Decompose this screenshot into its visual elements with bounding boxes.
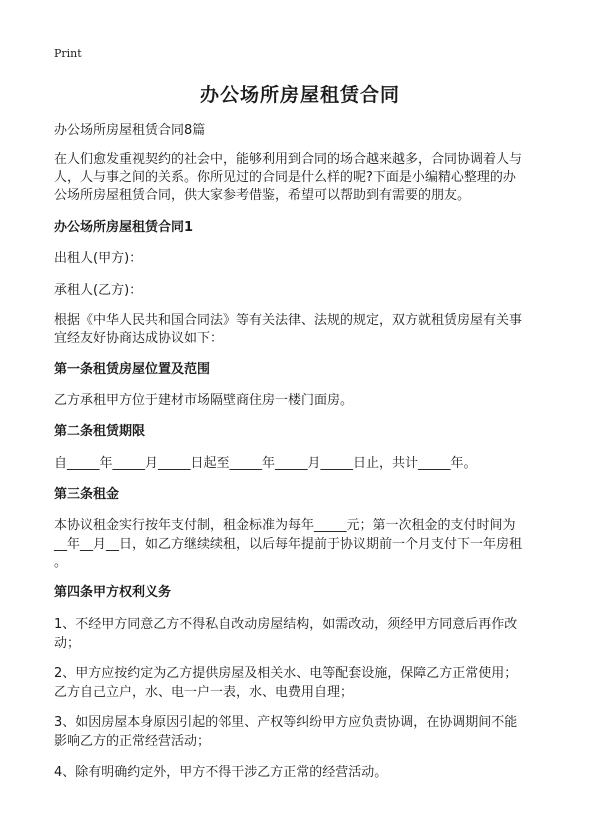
basis-line-1: 根据《中华人民共和国合同法》等有关法律、法规的规定，双方就租赁房屋有关事 [54, 313, 523, 328]
article-1-body: 乙方承租甲方位于建材市场隔壁商住房一楼门面房。 [54, 393, 354, 408]
intro-line-2: 人，人与事之间的关系。你所见过的合同是什么样的呢?下面是小编精心整理的办 [54, 170, 516, 185]
article-4-item-2-line-1: 2、甲方应按约定为乙方提供房屋及相关水、电等配套设施，保障乙方正常使用； [54, 666, 518, 681]
article-1-title: 第一条租赁房屋位置及范围 [54, 362, 211, 377]
article-4-item-1-line-2: 动； [54, 636, 81, 651]
article-3-line-2: __年__月__日，如乙方继续续租，以后每年提前于协议期前一个月支付下一年房租 [54, 537, 523, 552]
lessor-field: 出租人(甲方)： [54, 251, 143, 266]
page-title: 办公场所房屋租赁合同 [199, 84, 400, 106]
article-4-item-3-line-1: 3、如因房屋本身原因引起的邻里、产权等纠纷甲方应负责协调，在协调期间不能 [54, 715, 518, 730]
article-2-body: 自_____年_____月_____日起至_____年_____月_____日止，共计_____年。 [54, 456, 477, 471]
article-4-title: 第四条甲方权利义务 [54, 585, 172, 600]
print-link[interactable]: Print [54, 47, 82, 60]
article-3-line-1: 本协议租金实行按年支付制，租金标准为每年_____元；第一次租金的支付时间为 [54, 518, 516, 533]
article-3-title: 第三条租金 [54, 487, 120, 502]
article-4-item-2-line-2: 乙方自己立户，水、电一户一表，水、电费用自理； [54, 685, 354, 700]
article-4-item-1-line-1: 1、不经甲方同意乙方不得私自改动房屋结构，如需改动，须经甲方同意后再作改 [54, 617, 518, 632]
intro-line-3: 公场所房屋租赁合同，供大家参考借鉴，希望可以帮助到有需要的朋友。 [54, 188, 471, 203]
article-3-line-3: 。 [54, 555, 68, 570]
lessee-field: 承租人(乙方)： [54, 283, 143, 298]
intro-line-1: 在人们愈发重视契约的社会中，能够利用到合同的场合越来越多，合同协调着人与 [54, 152, 523, 167]
contract-heading: 办公场所房屋租赁合同1 [54, 220, 194, 235]
basis-line-2: 宜经友好协商达成协议如下： [54, 331, 224, 346]
article-4-item-3-line-2: 影响乙方的正常经营活动； [54, 734, 211, 749]
article-2-title: 第二条租赁期限 [54, 424, 146, 439]
article-4-item-4-line-1: 4、除有明确约定外，甲方不得干涉乙方正常的经营活动。 [54, 765, 388, 780]
document-subtitle: 办公场所房屋租赁合同8篇 [54, 123, 206, 138]
